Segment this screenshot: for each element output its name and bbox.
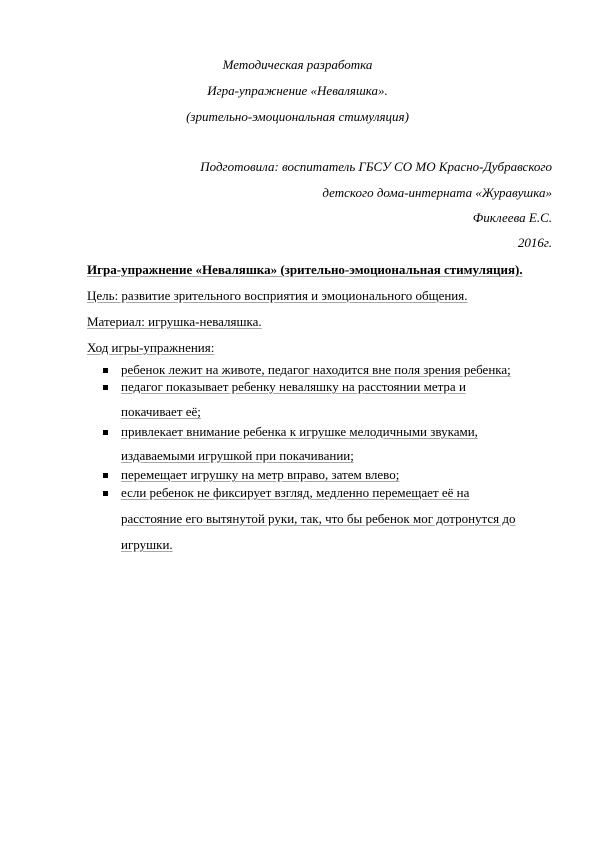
list-item-4-line-1: перемещает игрушку на метр вправо, затем влево; xyxy=(121,467,400,482)
bullet-icon xyxy=(103,491,108,496)
header-line-1: Методическая разработка xyxy=(222,57,373,72)
bullet-icon xyxy=(103,430,108,435)
header-line-2: Игра-упражнение «Неваляшка». xyxy=(207,83,388,98)
author-line-2: детского дома-интерната «Журавушка» xyxy=(322,185,552,200)
header-line-3: (зрительно-эмоциональная стимуляция) xyxy=(186,109,409,124)
author-line-1: Подготовила: воспитатель ГБСУ СО МО Красно-Дубравского xyxy=(200,159,552,174)
material-line: Материал: игрушка-неваляшка. xyxy=(87,314,262,329)
goal-line: Цель: развитие зрительного восприятия и эмоционального общения. xyxy=(87,288,468,303)
bullet-icon xyxy=(103,368,108,373)
author-year: 2016г. xyxy=(517,235,552,250)
list-item-5-line-3: игрушки. xyxy=(121,537,173,552)
list-item-2-line-1: педагог показывает ребенку неваляшку на расстоянии метра и xyxy=(121,379,466,394)
list-item-5-line-1: если ребенок не фиксирует взгляд, медленно перемещает её на xyxy=(121,485,470,500)
list-item-1-line-1: ребенок лежит на животе, педагог находится вне поля зрения ребенка; xyxy=(121,362,511,377)
procedure-heading: Ход игры-упражнения: xyxy=(87,340,215,355)
bullet-icon xyxy=(103,385,108,390)
list-item-3-line-1: привлекает внимание ребенка к игрушке мелодичными звуками, xyxy=(121,424,478,439)
list-item-3-line-2: издаваемыми игрушкой при покачивании; xyxy=(121,448,354,463)
bullet-icon xyxy=(103,473,108,478)
document-title: Игра-упражнение «Неваляшка» (зрительно-эмоциональная стимуляция). xyxy=(87,262,523,277)
author-name: Фиклеева Е.С. xyxy=(472,210,552,225)
list-item-2-line-2: покачивает её; xyxy=(121,404,201,419)
list-item-5-line-2: расстояние его вытянутой руки, так, что бы ребенок мог дотронутся до xyxy=(121,511,516,526)
